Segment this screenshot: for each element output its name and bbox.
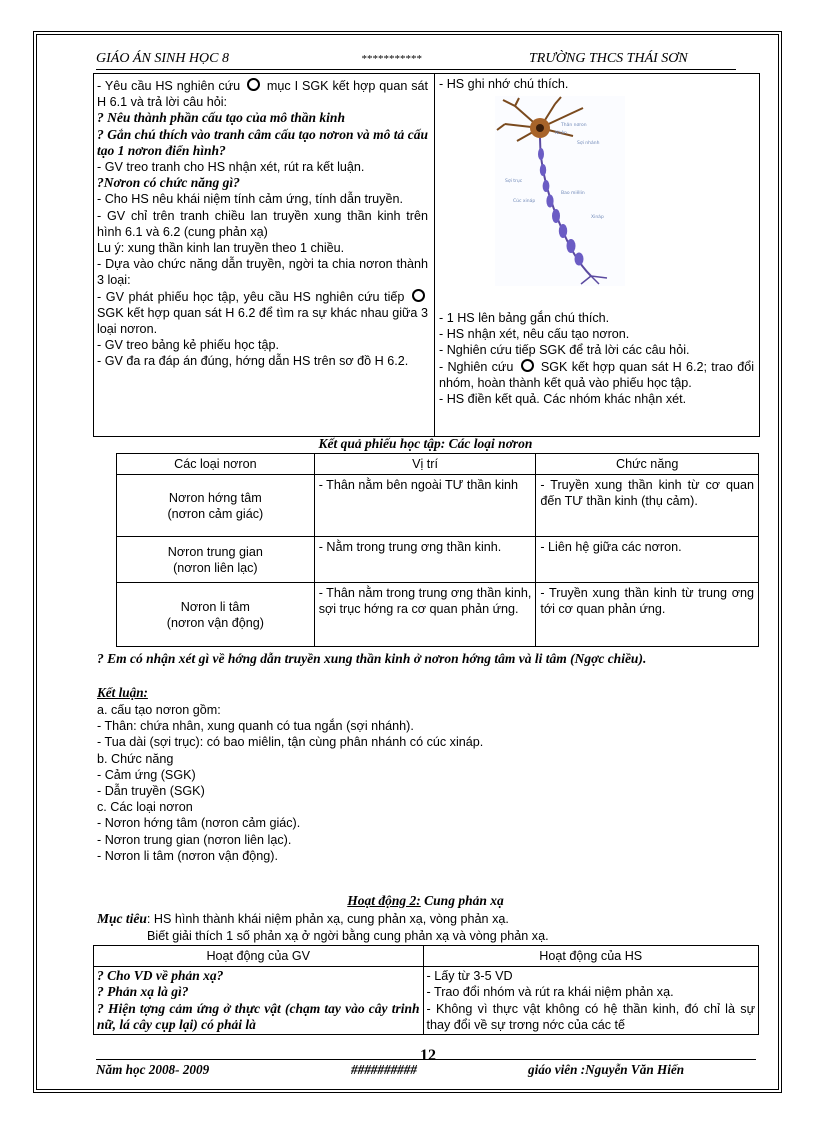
activity2-title-text: Cung phản xạ bbox=[420, 893, 504, 908]
neuron-position: - Nằm trong trung ơng thần kinh. bbox=[314, 537, 536, 583]
neuron-type: Nơron li tâm bbox=[180, 599, 250, 614]
header-left: GIÁO ÁN SINH HỌC 8 bbox=[96, 51, 229, 66]
activity2-header-gv: Hoạt động của GV bbox=[94, 946, 424, 967]
activity1-hs-top: - HS ghi nhớ chú thích. bbox=[439, 77, 569, 91]
results-title: Kết quả phiếu học tập: Các loại nơron bbox=[318, 436, 533, 451]
paragraph bbox=[97, 208, 428, 240]
question: ? Em có nhận xét gì về hớng dẫn truyền xung thần kinh ở nơron hớng tâm và li tâm (Ngợc chiều). bbox=[97, 651, 647, 666]
paragraph-text: - GV đa ra đáp án đúng, hớng dẫn HS trên sơ đồ H 6.2. bbox=[97, 354, 409, 369]
hs-line: - Trao đổi nhóm và rút ra khái niệm phản xạ. bbox=[426, 985, 674, 1000]
paragraph-text: - Nghiên cứu bbox=[439, 359, 518, 374]
conclusion-line: - Nơron hớng tâm (nơron cảm giác). bbox=[97, 816, 301, 831]
figure-label-3: Sợi nhánh bbox=[577, 141, 600, 146]
paragraph bbox=[97, 337, 428, 353]
conclusion-line: b. Chức năng bbox=[97, 751, 174, 766]
paragraph bbox=[439, 342, 754, 358]
neuron-position: - Thân nằm trong trung ơng thần kinh, sợi trục hớng ra cơ quan phản ứng. bbox=[314, 583, 536, 647]
activity2-goal bbox=[97, 911, 757, 927]
paragraph-text-cont: SGK kết hợp quan sát H 6.2; trao đổi nhóm, hoàn thành kết quả vào phiếu học tập. bbox=[439, 359, 754, 390]
activity2-title-label: Hoạt động 2: bbox=[347, 893, 421, 908]
figure-label-7: Cúc xináp bbox=[513, 199, 536, 204]
neuron-figure bbox=[495, 96, 625, 286]
conclusion-title: Kết luận: bbox=[97, 685, 148, 700]
circle-bullet-icon bbox=[247, 78, 260, 91]
results-header-type: Các loại nơron bbox=[117, 454, 315, 475]
paragraph bbox=[97, 78, 428, 110]
paragraph-text-cont: mục I SGK kết hợp quan sát H 6.1 và trả lời câu hỏi: bbox=[97, 79, 429, 110]
neuron-type: Nơron hớng tâm bbox=[168, 490, 262, 505]
paragraph bbox=[97, 353, 428, 369]
paragraph-text-cont: SGK kết hợp quan sát H 6.2 để tìm ra sự khác nhau giữa 3 loại nơron. bbox=[97, 305, 428, 337]
paragraph bbox=[97, 240, 428, 256]
header-right: TRƯỜNG THCS THÁI SƠN bbox=[529, 51, 688, 66]
gv-line: ? Cho VD về phản xạ? bbox=[97, 968, 224, 984]
activity2-title bbox=[93, 893, 758, 909]
neuron-type: Nơron trung gian bbox=[167, 544, 263, 559]
paragraph-text: - HS điền kết quả. Các nhóm khác nhận xét. bbox=[439, 392, 687, 407]
goal-text-1: : HS hình thành khái niệm phản xạ, cung phản xạ, vòng phản xạ. bbox=[146, 912, 509, 926]
paragraph-text: Lu ý: xung thần kinh lan truyền theo 1 chiều. bbox=[97, 241, 345, 256]
paragraph bbox=[97, 127, 428, 159]
hs-line: - Lấy từ 3-5 VD bbox=[426, 969, 513, 984]
footer-middle: ########## bbox=[351, 1062, 417, 1077]
gv-line: ? Phản xạ là gì? bbox=[97, 984, 189, 1000]
results-header-position: Vị trí bbox=[314, 454, 536, 475]
footer-right: giáo viên :Nguyễn Văn Hiến bbox=[528, 1062, 685, 1077]
conclusion-list bbox=[97, 702, 747, 864]
conclusion-line: - Cảm ứng (SGK) bbox=[97, 767, 196, 782]
page-number: 12 bbox=[420, 1047, 436, 1064]
activity2-hs-cell bbox=[423, 967, 759, 1035]
paragraph-text: ?Nơron có chức năng gì? bbox=[97, 175, 240, 191]
circle-bullet-icon bbox=[412, 289, 425, 302]
goal-label: Mục tiêu bbox=[97, 911, 147, 926]
figure-label-6: Xináp bbox=[591, 215, 604, 220]
paragraph-text: - GV treo bảng kẻ phiếu học tập. bbox=[97, 338, 280, 353]
activity1-hs-text bbox=[439, 310, 754, 407]
paragraph-text: - HS nhận xét, nêu cấu tạo nơron. bbox=[439, 327, 630, 342]
table-row bbox=[117, 583, 759, 647]
conclusion-line: c. Các loại nơron bbox=[97, 800, 193, 815]
paragraph bbox=[97, 159, 428, 175]
footer-rule bbox=[96, 1059, 756, 1060]
activity2-gv-cell bbox=[94, 967, 424, 1035]
conclusion-line: - Nơron li tâm (nơron vận động). bbox=[97, 848, 279, 863]
neuron-position: - Thân nằm bên ngoài TƯ thần kinh bbox=[314, 475, 536, 537]
paragraph bbox=[97, 110, 428, 126]
conclusion-line: - Tua dài (sợi trục): có bao miêlin, tận cùng phân nhánh có cúc xináp. bbox=[97, 735, 484, 750]
paragraph-text: - GV phát phiếu học tập, yêu cầu HS nghiên cứu tiếp bbox=[97, 289, 409, 304]
figure-label-2: Nhân bbox=[555, 131, 567, 136]
neuron-type-alt: (nơron cảm giác) bbox=[167, 506, 264, 521]
footer-left: Năm học 2008- 2009 bbox=[96, 1062, 210, 1077]
paragraph bbox=[97, 191, 428, 207]
conclusion-line: - Nơron trung gian (nơron liên lạc). bbox=[97, 832, 292, 847]
results-header-function: Chức năng bbox=[536, 454, 759, 475]
paragraph bbox=[439, 326, 754, 342]
table-row bbox=[117, 475, 759, 537]
paragraph bbox=[439, 359, 754, 391]
neuron-function: - Truyền xung thần kinh từ cơ quan đến TƯ thần kinh (thụ cảm). bbox=[536, 475, 759, 537]
paragraph-text: - Yêu cầu HS nghiên cứu bbox=[97, 79, 245, 93]
paragraph-text: - Dựa vào chức năng dẫn truyền, ngời ta chia nơron thành 3 loại: bbox=[97, 257, 428, 288]
paragraph bbox=[97, 289, 428, 338]
neuron-function: - Liên hệ giữa các nơron. bbox=[536, 537, 759, 583]
header-middle: *********** bbox=[361, 53, 422, 65]
circle-bullet-icon bbox=[521, 359, 534, 372]
paragraph-text: - Cho HS nêu khái niệm tính cảm ứng, tính dẫn truyền. bbox=[97, 192, 403, 207]
paragraph-text: ? Gắn chú thích vào tranh câm cấu tạo nơron và mô tả cấu tạo 1 nơron điển hình? bbox=[97, 126, 428, 158]
header-rule bbox=[96, 69, 736, 70]
nucleus bbox=[536, 124, 544, 132]
conclusion-line: - Thân: chứa nhân, xung quanh có tua ngắn (sợi nhánh). bbox=[97, 719, 414, 734]
gv-line: ? Hiện tợng cảm ứng ở thực vật (chạm tay vào cây trinh nữ, lá cây cụp lại) có phải là bbox=[97, 1000, 420, 1032]
paragraph-text: ? Nêu thành phần cấu tạo của mô thần kinh bbox=[97, 110, 345, 126]
table-row bbox=[117, 537, 759, 583]
figure-label-4: Sợi trục bbox=[505, 179, 523, 184]
paragraph-text: - Nghiên cứu tiếp SGK để trả lời các câu hỏi. bbox=[439, 343, 690, 358]
activity2-table bbox=[93, 945, 759, 1035]
neuron-type-alt: (nơron vận động) bbox=[166, 615, 264, 630]
activity1-gv-text bbox=[97, 78, 428, 370]
results-table bbox=[116, 453, 759, 647]
figure-label-5: Bao miêlin bbox=[561, 191, 585, 196]
hs-line: - Không vì thực vật không có hệ thần kinh, đó chỉ là sự thay đổi về sự trơng nớc của các tế bbox=[426, 1001, 755, 1032]
paragraph-text: - 1 HS lên bảng gắn chú thích. bbox=[439, 311, 610, 325]
conclusion-line: a. cấu tạo nơron gồm: bbox=[97, 703, 221, 717]
conclusion-line: - Dẫn truyền (SGK) bbox=[97, 784, 205, 799]
paragraph bbox=[97, 256, 428, 288]
figure-label-1: Thân nơron bbox=[561, 123, 587, 128]
neuron-type-alt: (nơron liên lạc) bbox=[173, 560, 258, 575]
paragraph-text: - GV chỉ trên tranh chiều lan truyền xung thần kinh trên hình 6.1 và 6.2 (cung phản xạ) bbox=[97, 208, 428, 239]
paragraph bbox=[439, 391, 754, 407]
activity2-header-hs: Hoạt động của HS bbox=[423, 946, 759, 967]
paragraph bbox=[439, 310, 754, 326]
paragraph bbox=[97, 175, 428, 191]
neuron-function: - Truyền xung thần kinh từ trung ơng tới cơ quan phản ứng. bbox=[536, 583, 759, 647]
paragraph-text: - GV treo tranh cho HS nhận xét, rút ra kết luận. bbox=[97, 160, 365, 175]
goal-text-2: Biết giải thích 1 số phản xạ ở ngời bằng cung phản xạ và vòng phản xạ. bbox=[147, 929, 549, 943]
